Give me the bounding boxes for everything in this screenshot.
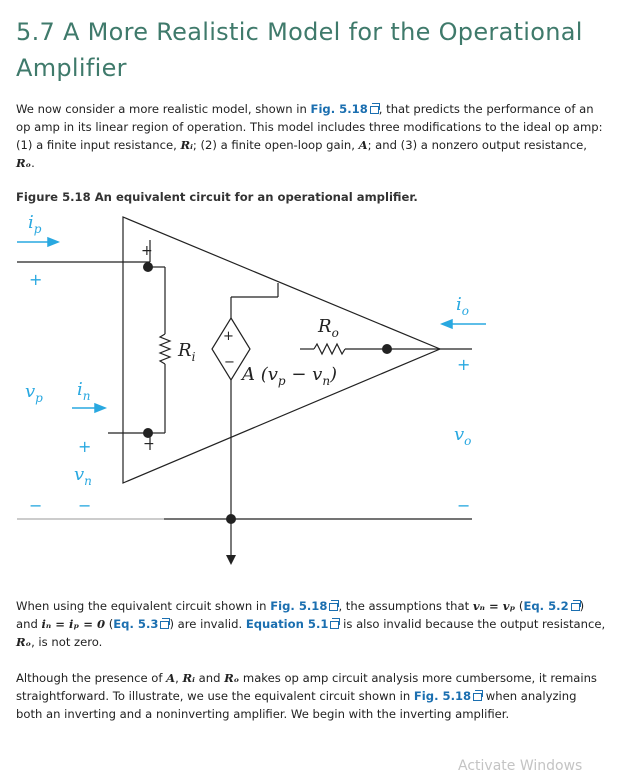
text: ; and (3) a nonzero output resistance,	[367, 138, 587, 152]
link-text[interactable]: Eq. 5.2	[523, 599, 569, 613]
vn-plus: +	[78, 437, 92, 456]
source-minus: −	[224, 355, 235, 370]
text: We now consider a more realistic model, shown in	[16, 102, 311, 116]
math-eq2: iₙ = iₚ = 0	[41, 617, 106, 631]
link-text[interactable]: Fig. 5.18	[413, 689, 472, 703]
link-text[interactable]: Fig. 5.18	[270, 599, 328, 613]
ip-arrow-icon	[48, 238, 58, 246]
link-text[interactable]: Eq. 5.3	[113, 617, 159, 631]
text: is also invalid because the output resistance,	[339, 617, 606, 631]
text: when analyzing both an inverting and a noninverting amplifier. We begin with the inverting amplifier.	[16, 689, 577, 721]
math-ro: Rₒ	[224, 671, 240, 685]
text: ,	[175, 671, 183, 685]
fig-5-18-link[interactable]	[311, 102, 379, 116]
external-link-icon	[473, 693, 482, 701]
resistor-ri	[160, 334, 170, 364]
ground-arrow-icon	[226, 555, 236, 565]
spacer	[278, 297, 310, 349]
label-in: $i_n$	[77, 379, 91, 403]
label-ip: $i_p$	[28, 212, 42, 236]
label-ri: $R_i$	[178, 340, 196, 364]
vp-plus: +	[29, 270, 43, 289]
text: and	[194, 671, 225, 685]
fig-5-18-link[interactable]	[414, 689, 482, 703]
text: makes op amp circuit analysis more cumbersome, it remains straightforward. To illustrate, we use the equivalent circuit shown in	[16, 671, 597, 703]
external-link-icon	[571, 603, 580, 611]
math-eq1: vₙ = vₚ	[472, 599, 516, 613]
external-link-icon	[370, 106, 379, 114]
label-vn: $v_n$	[74, 464, 92, 488]
label-vp: $v_p$	[25, 381, 43, 405]
op-amp-equivalent-circuit	[0, 205, 629, 575]
label-vo: $v_o$	[454, 424, 472, 448]
external-link-icon	[160, 621, 169, 629]
eq-5-3-link[interactable]	[113, 617, 169, 631]
eq-5-2-link[interactable]	[523, 599, 579, 613]
label-io: $i_o$	[456, 294, 469, 318]
math-ri: Rᵢ	[182, 671, 195, 685]
equation-5-1-link[interactable]	[246, 617, 340, 631]
math-a: A	[358, 138, 368, 152]
activate-windows-watermark: Activate Windows	[458, 758, 583, 774]
math-ro: Rₒ	[16, 635, 32, 649]
resistor-ro	[314, 344, 345, 354]
vp-minus: −	[29, 496, 43, 515]
vn-minus: −	[78, 496, 92, 515]
label-source-expr: A $(v_p - v_n)$	[242, 364, 338, 388]
link-text[interactable]: Fig. 5.18	[310, 102, 368, 116]
label-ro: $R_o$	[318, 316, 339, 340]
math-ro: Rₒ	[16, 156, 32, 170]
node-ground	[226, 514, 236, 524]
paragraph-analysis	[16, 669, 606, 723]
section-heading: 5.7 A More Realistic Model for the Operational Amplifier	[16, 18, 583, 82]
op-amp-triangle	[123, 217, 440, 483]
plus-sign: +	[141, 243, 153, 259]
external-link-icon	[330, 621, 339, 629]
vo-minus: −	[457, 496, 471, 515]
node-out	[382, 344, 392, 354]
text: ) and	[16, 599, 585, 631]
text: , the assumptions that	[338, 599, 473, 613]
source-plus: +	[223, 329, 234, 344]
text: (	[105, 617, 114, 631]
text: , is not zero.	[31, 635, 103, 649]
text: Although the presence of	[16, 671, 167, 685]
text: (	[515, 599, 524, 613]
text: When using the equivalent circuit shown in	[16, 599, 271, 613]
link-text[interactable]: Equation 5.1	[245, 617, 329, 631]
vo-plus: +	[457, 355, 471, 374]
text: ; (2) a finite open-loop gain,	[192, 138, 359, 152]
math-ri: Rᵢ	[180, 138, 193, 152]
text: , that predicts the performance of an op amp in its linear region of operation. This model includes three modifications to the ideal op amp: (1) a finite input resistance,	[16, 102, 603, 152]
paragraph-intro	[16, 100, 606, 172]
minus-sign: −	[143, 436, 155, 452]
node-p	[143, 262, 153, 272]
in-arrow-icon	[95, 404, 105, 412]
io-arrow-icon	[442, 320, 452, 328]
text: .	[31, 156, 35, 170]
text: ) are invalid.	[169, 617, 246, 631]
math-a: A	[166, 671, 176, 685]
paragraph-assumptions	[16, 597, 606, 651]
external-link-icon	[329, 603, 338, 611]
figure-caption: Figure 5.18 An equivalent circuit for an operational amplifier.	[16, 190, 418, 204]
fig-5-18-link[interactable]	[270, 599, 338, 613]
